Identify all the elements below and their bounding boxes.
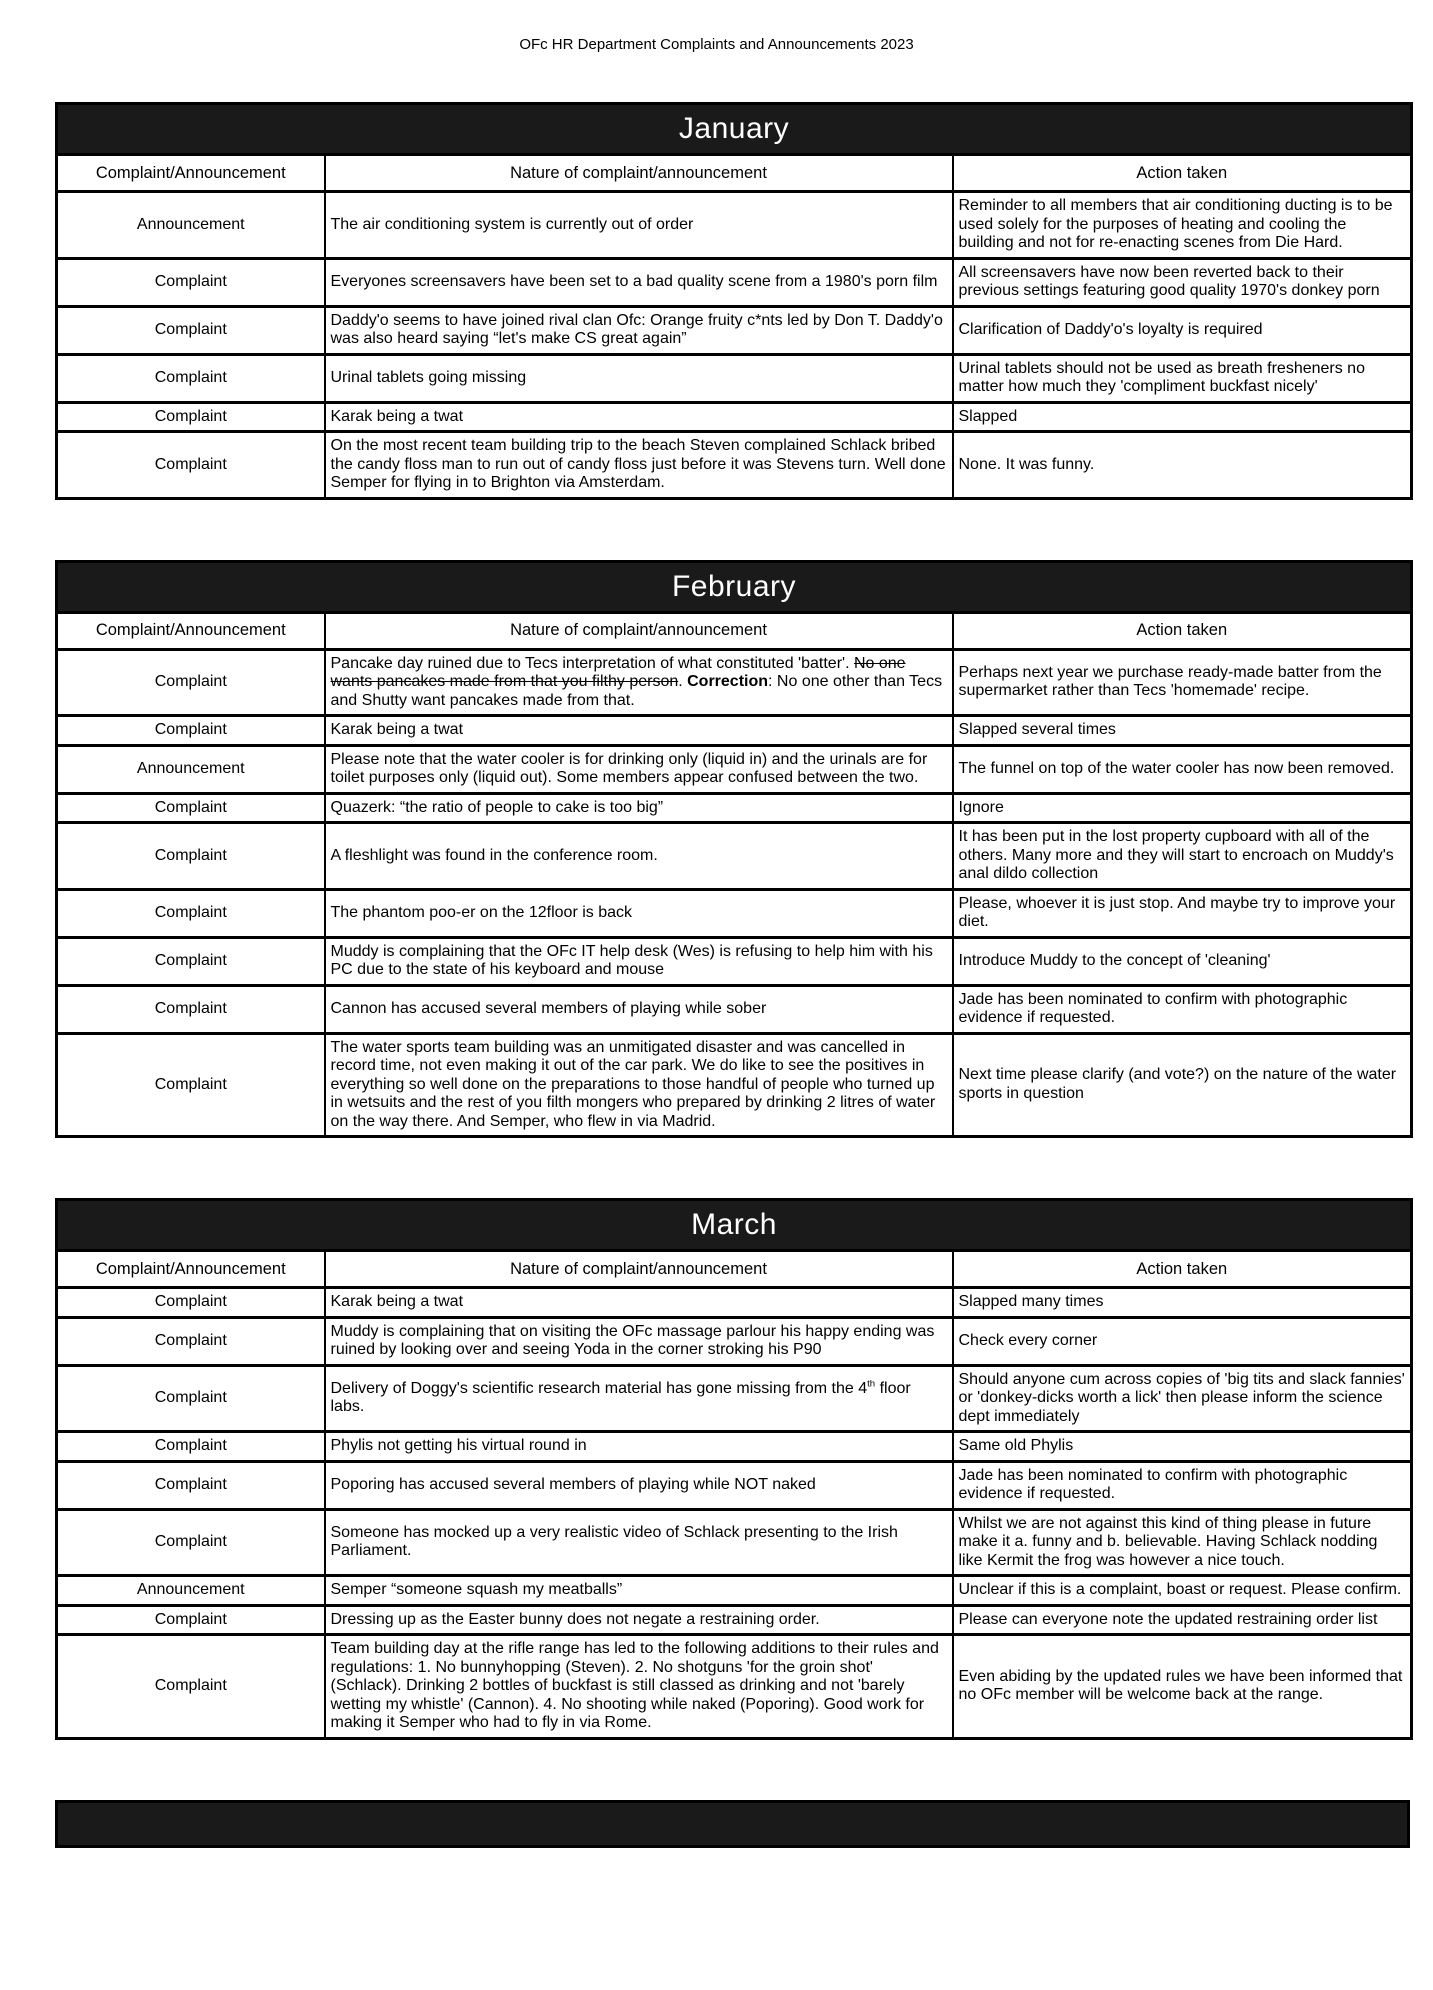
cell-type [57,432,325,499]
cell-action [953,937,1412,985]
cell-action [953,793,1412,823]
text-run: Complaint [154,1075,227,1093]
cell-action [953,985,1412,1033]
cell-type [57,258,325,306]
text-run: All screensavers have now been reverted back to their previous settings featuring good quality 1970's donkey porn [958,263,1380,299]
text-run: Complaint [154,846,227,864]
text-run: Daddy'o seems to have joined rival clan Ofc: Orange fruity c*nts led by Don T. Daddy'o was also heard saying “let's make CS great again” [330,311,943,347]
cell-type [57,745,325,793]
text-run: It has been put in the lost property cupboard with all of the others. Many more and they will start to encroach on Muddy's anal dildo collection [958,828,1394,882]
text-run: Complaint [154,1389,227,1406]
cell-nature [325,432,953,499]
text-run: Pancake day ruined due to Tecs interpretation of what constituted 'batter'. [330,654,854,672]
text-run: Announcement [136,215,245,233]
table-row [57,716,1412,746]
column-header-action: Action taken [953,155,1412,192]
cell-action [953,1461,1412,1509]
cell-type [57,1635,325,1739]
cell-action [953,1317,1412,1365]
column-header-type: Complaint/Announcement [57,612,325,649]
cell-action [953,1288,1412,1318]
text-run: Complaint [154,1533,227,1550]
cell-type [57,985,325,1033]
text-run: Complaint [154,1331,227,1349]
text-run: Everyones screensavers have been set to a bad quality scene from a 1980's porn film [330,272,938,290]
table-row [57,649,1412,716]
column-header-action: Action taken [953,1251,1412,1288]
text-run: Complaint [154,951,227,969]
cell-action [953,1576,1412,1606]
text-run: Please can everyone note the updated restraining order list [958,1610,1378,1628]
text-run: Same old Phylis [958,1437,1074,1454]
cell-action [953,823,1412,890]
cell-type [57,354,325,402]
cell-type [57,716,325,746]
text-run: None. It was funny. [958,455,1095,473]
cell-nature [325,192,953,259]
month-table-february [55,560,1413,1139]
text-run: Someone has mocked up a very realistic video of Schlack presenting to the Irish Parliament. [330,1523,898,1560]
cell-nature [325,649,953,716]
cell-nature [325,1605,953,1635]
cell-action [953,889,1412,937]
text-run: Announcement [136,1581,245,1598]
cell-action [953,1033,1412,1137]
cell-type [57,1365,325,1432]
cell-nature [325,1576,953,1606]
text-run: Please, whoever it is just stop. And maybe try to improve your diet. [958,894,1396,930]
table-row [57,889,1412,937]
cell-action [953,1365,1412,1432]
month-title-row [57,104,1412,155]
text-run: Slapped several times [958,721,1116,738]
text-run: Complaint [154,1610,227,1628]
cell-action [953,649,1412,716]
text-run: Check every corner [958,1331,1098,1349]
text-run: Complaint [154,320,227,338]
column-header-nature: Nature of complaint/announcement [325,1251,953,1288]
text-run: floor labs. [330,1379,911,1416]
text-run: Unclear if this is a complaint, boast or request. Please confirm. [958,1581,1402,1598]
cell-type [57,1288,325,1318]
cell-type [57,1317,325,1365]
text-run: Complaint [154,368,227,386]
text-run: Complaint [154,1293,227,1310]
text-run: No one wants pancakes made from that you filthy person [330,654,906,690]
table-row [57,1576,1412,1606]
text-run: Complaint [154,1475,227,1493]
cell-type [57,1432,325,1462]
cell-nature [325,985,953,1033]
cell-type [57,1461,325,1509]
cell-nature [325,1509,953,1576]
cell-nature [325,1317,953,1365]
text-run: Karak being a twat [330,1293,464,1310]
cell-nature [325,889,953,937]
next-month-header-partial [55,1800,1410,1848]
text-run: The air conditioning system is currently out of order [330,215,694,233]
column-header-nature: Nature of complaint/announcement [325,612,953,649]
cell-action [953,192,1412,259]
text-run: Please note that the water cooler is for drinking only (liquid in) and the urinals are for toilet purposes only (liquid out). Some members appear confused between the two. [330,750,928,786]
text-run: Next time please clarify (and vote?) on the nature of the water sports in question [958,1066,1397,1102]
cell-nature [325,1635,953,1739]
cell-nature [325,823,953,890]
text-run: Introduce Muddy to the concept of 'cleaning' [958,951,1271,969]
text-run: Muddy is complaining that on visiting the OFc massage parlour his happy ending was ruined by looking over and seeing Yoda in the corner stroking his P90 [330,1322,935,1358]
cell-action [953,1509,1412,1576]
cell-action [953,354,1412,402]
cell-type [57,192,325,259]
document-body [0,102,1433,1740]
column-header-type: Complaint/Announcement [57,155,325,192]
column-header-row [57,612,1412,649]
text-run: Poporing has accused several members of playing while NOT naked [330,1475,816,1493]
table-row [57,1317,1412,1365]
table-row [57,745,1412,793]
text-run: On the most recent team building trip to the beach Steven complained Schlack bribed the candy floss man to run out of candy floss just before it was Stevens turn. Well done Semper for flying in to Brighton via Amsterdam. [330,437,946,491]
cell-action [953,1432,1412,1462]
text-run: Quazerk: “the ratio of people to cake is too big” [330,798,664,816]
month-title: February [57,561,1412,612]
column-header-row [57,1251,1412,1288]
text-run: A fleshlight was found in the conference room. [330,846,658,864]
month-title: March [57,1200,1412,1251]
text-run: Complaint [154,999,227,1017]
cell-type [57,306,325,354]
text-run: Complaint [154,721,227,738]
cell-action [953,306,1412,354]
cell-type [57,1033,325,1137]
cell-type [57,823,325,890]
text-run: Correction [687,673,769,690]
text-run: Complaint [154,673,227,690]
text-run: Whilst we are not against this kind of thing please in future make it a. funny and b. believable. Having Schlack nodding like Kermit the frog was however a nice touch. [958,1514,1378,1569]
cell-nature [325,745,953,793]
cell-action [953,745,1412,793]
cell-type [57,649,325,716]
text-run: Karak being a twat [330,721,464,738]
cell-nature [325,354,953,402]
text-run: The phantom poo-er on the 12floor is back [330,903,633,921]
text-run: Announcement [136,759,245,777]
table-row [57,823,1412,890]
text-run: Delivery of Doggy's scientific research material has gone missing from the 4 [330,1379,868,1397]
table-row [57,354,1412,402]
text-run: : No one other than Tecs and Shutty want pancakes made from that. [330,673,943,709]
table-row [57,1461,1412,1509]
text-run: Urinal tablets going missing [330,368,527,386]
text-run: Clarification of Daddy'o's loyalty is required [958,320,1263,338]
cell-nature [325,306,953,354]
text-run: Jade has been nominated to confirm with photographic evidence if requested. [958,1466,1348,1502]
text-run: Semper “someone squash my meatballs” [330,1581,623,1598]
cell-type [57,937,325,985]
cell-nature [325,1033,953,1137]
table-row [57,306,1412,354]
text-run: Slapped [958,407,1018,425]
text-run: Team building day at the rifle range has led to the following additions to their rules and regulations: 1. No bunnyhopping (Steven). 2. No shotguns 'for the groin shot' (Schlack). Drinking 2 bottles of buckfast is still classed as drinking and not 'barely wetting my whistle' (Cannon). 4. No shooting while naked (Poporing). Good work for making it Semper who had to fly in via Rome. [330,1640,939,1731]
cell-action [953,258,1412,306]
cell-nature [325,937,953,985]
table-row [57,1365,1412,1432]
text-run: Perhaps next year we purchase ready-made batter from the supermarket rather than Tecs 'homemade' recipe. [958,663,1382,700]
cell-nature [325,716,953,746]
text-run: Complaint [154,455,227,473]
table-row [57,985,1412,1033]
table-row [57,1432,1412,1462]
cell-type [57,1509,325,1576]
cell-type [57,402,325,432]
cell-nature [325,258,953,306]
text-run: The funnel on top of the water cooler has now been removed. [958,759,1395,777]
text-run: Phylis not getting his virtual round in [330,1437,587,1454]
month-title-row [57,1200,1412,1251]
cell-type [57,889,325,937]
table-row [57,432,1412,499]
table-row [57,402,1412,432]
cell-type [57,1605,325,1635]
text-run: Reminder to all members that air conditioning ducting is to be used solely for the purposes of heating and cooling the building and not for re-enacting scenes from Die Hard. [958,197,1393,251]
text-run: Complaint [154,903,227,921]
cell-nature [325,1432,953,1462]
table-row [57,937,1412,985]
table-row [57,1509,1412,1576]
cell-action [953,1635,1412,1739]
cell-nature [325,793,953,823]
text-run: Complaint [154,1437,227,1454]
cell-action [953,402,1412,432]
text-run: The water sports team building was an unmitigated disaster and was cancelled in record time, not even making it out of the car park. We do like to see the positives in everything so well done on the preparations to those handful of people who turned up in wetsuits and the rest of you filth mongers who prepared by drinking 2 litres of water on the way there. And Semper, who flew in via Madrid. [330,1038,936,1130]
month-title: January [57,104,1412,155]
cell-nature [325,402,953,432]
text-run: Should anyone cum across copies of 'big tits and slack fannies' or 'donkey-dicks worth a lick' then please inform the science dept immediately [958,1370,1405,1425]
month-table-january [55,102,1413,500]
cell-type [57,793,325,823]
table-row [57,1635,1412,1739]
table-row [57,793,1412,823]
table-row [57,1288,1412,1318]
cell-nature [325,1365,953,1432]
text-run: Jade has been nominated to confirm with photographic evidence if requested. [958,990,1348,1026]
month-table-march [55,1198,1413,1740]
cell-type [57,1576,325,1606]
text-run: Muddy is complaining that the OFc IT help desk (Wes) is refusing to help him with his PC due to the state of his keyboard and mouse [330,942,933,978]
text-run: Karak being a twat [330,407,464,425]
text-run: Dressing up as the Easter bunny does not negate a restraining order. [330,1610,820,1628]
month-title-row [57,561,1412,612]
document-title: OFc HR Department Complaints and Announcements 2023 [519,36,914,53]
text-run: Complaint [154,407,227,425]
table-row [57,192,1412,259]
cell-nature [325,1288,953,1318]
text-run: Complaint [154,798,227,816]
column-header-action: Action taken [953,612,1412,649]
text-run: Urinal tablets should not be used as breath fresheners no matter how much they 'compliment buckfast nicely' [958,359,1365,395]
text-run: Complaint [154,1677,227,1694]
table-row [57,1605,1412,1635]
cell-action [953,716,1412,746]
cell-action [953,1605,1412,1635]
column-header-row [57,155,1412,192]
text-run: . [678,673,688,690]
table-row [57,258,1412,306]
cell-action [953,432,1412,499]
text-run: Slapped many times [958,1293,1104,1310]
text-run: Even abiding by the updated rules we have been informed that no OFc member will be welcome back at the range. [958,1667,1403,1704]
text-run: Ignore [958,798,1004,816]
column-header-type: Complaint/Announcement [57,1251,325,1288]
text-run: Cannon has accused several members of playing while sober [330,999,767,1017]
table-row [57,1033,1412,1137]
cell-nature [325,1461,953,1509]
text-run: Complaint [154,272,227,290]
column-header-nature: Nature of complaint/announcement [325,155,953,192]
text-run: th [867,1378,876,1390]
